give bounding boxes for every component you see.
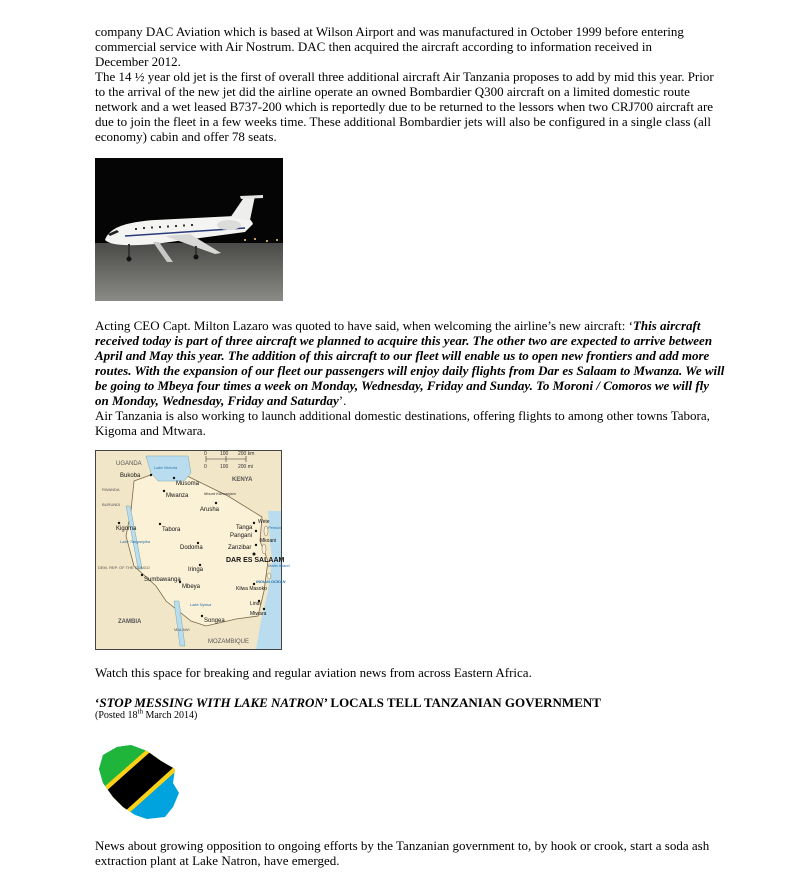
city-label: Lindi (250, 601, 261, 607)
country-label: DEM. REP. OF THE CONGO (98, 565, 150, 570)
city-label: Songea (204, 618, 225, 624)
watch-space-text: Watch this space for breaking and regular aviation news from across Eastern Africa. (95, 665, 532, 680)
scale-label: 100 (220, 464, 229, 470)
article-headline (95, 695, 725, 710)
destinations-paragraph: Air Tanzania is also working to launch additional domestic destinations, offering flights to among other towns Tabora, Kigoma and Mtwara. (95, 408, 710, 438)
posted-suffix: March 2014) (142, 710, 198, 721)
paragraph-line: company DAC Aviation which is based at Wilson Airport and was manufactured in October 1999 before entering (95, 24, 684, 39)
feature-label: Lake Victoria (154, 465, 178, 470)
country-label: ZAMBIA (118, 619, 142, 625)
quote-body: This aircraft received today is part of three aircraft we planned to acquire this year. The other two are expected to arrive between April and May this year. The addition of this aircraft to our fleet will enable us to open new frontiers and add more routes. With the expansion of our fleet our passengers will enjoy daily flights from Dar es Salaam to Mwanza. We will be going to Mbeya four times a week on Monday, Wednesday, Friday and Sunday. To Moroni / Comoros we will fly on Monday, Wednesday, Friday and Saturday (95, 318, 725, 408)
city-label: Tanga (236, 525, 253, 531)
city-label: Mbeya (182, 584, 201, 590)
quote-intro: Acting CEO Capt. Milton Lazaro was quoted to have said, when welcoming the airline’s new aircraft: ‘ (95, 318, 633, 333)
city-label: Wete (258, 519, 270, 525)
feature-label: Mafia Island (268, 563, 290, 568)
city-label: Pangani (230, 533, 253, 539)
feature-label: Pemba (268, 525, 281, 530)
city-label: Mwanza (166, 493, 189, 499)
paragraph-line: commercial service with Air Nostrum. DAC then acquired the aircraft according to information received in (95, 39, 652, 54)
feature-label: Mount Kilimanjaro (204, 491, 237, 496)
feature-label: INDIAN OCEAN (256, 579, 286, 584)
scale-label: 200 km (238, 451, 255, 457)
scale-label: 100 (220, 451, 229, 457)
city-label: Mkoani (260, 538, 277, 544)
city-label: Zanzibar (228, 545, 252, 551)
feature-label: Lake Tanganyika (120, 539, 151, 544)
city-label: Tabora (162, 527, 181, 533)
country-label: RWANDA (102, 487, 120, 492)
headline-open-quote: ‘ (95, 695, 100, 710)
headline-rest: ’ LOCALS TELL TANZANIAN GOVERNMENT (323, 695, 601, 710)
quote-end: ’. (338, 393, 347, 408)
posted-ordinal: th (137, 707, 143, 716)
city-label: Kigoma (116, 526, 137, 532)
country-label: UGANDA (116, 461, 142, 467)
city-label: DAR ES SALAAM (226, 557, 285, 564)
watch-space-note (95, 665, 725, 680)
aircraft-photo (95, 158, 283, 301)
country-label: MALAWI (174, 627, 190, 632)
city-label: Musoma (176, 481, 200, 487)
city-label: Sumbawanga (144, 577, 181, 583)
headline-italic: STOP MESSING WITH LAKE NATRON (99, 695, 324, 710)
city-label: Kilwa Masoko (236, 586, 267, 592)
feature-label: Lake Nyasa (190, 602, 212, 607)
city-label: Arusha (200, 507, 220, 513)
country-label: KENYA (232, 477, 253, 483)
scale-label: 0 (204, 464, 207, 470)
city-label: Bukoba (120, 473, 141, 479)
city-label: Dodoma (180, 545, 203, 551)
paragraph-line: December 2012. (95, 54, 181, 69)
posted-prefix: (Posted 18 (95, 710, 138, 721)
city-label: Mtwara (250, 611, 267, 617)
country-label: BURUNDI (102, 502, 121, 507)
ceo-quote-paragraph (95, 318, 725, 438)
article-paragraph-fleet: The 14 ½ year old jet is the first of overall three additional aircraft Air Tanzania proposes to add by mid this year. Prior to the arrival of the new jet did the airline operate an owned Bombardier Q300 aircraft on a limited domestic route network and a wet leased B737-200 which is reportedly due to be returned to the lessors when two CRJ700 aircraft are due to join the fleet in a few weeks time. These additional Bombardier jets will also be configured in a single class (all economy) cabin and offer 78 seats. (95, 69, 714, 144)
posted-date (95, 707, 725, 722)
tanzania-flag-map-icon (95, 737, 185, 822)
natron-text: News about growing opposition to ongoing efforts by the Tanzanian government to, by hook or crook, start a soda ash extraction plant at Lake Natron, have emerged. (95, 838, 710, 868)
scale-label: 200 mi (238, 464, 254, 470)
article-paragraph-intro (95, 24, 725, 144)
city-label: Iringa (188, 567, 204, 573)
tanzania-map (95, 450, 290, 650)
country-label: MOZAMBIQUE (208, 639, 250, 645)
natron-paragraph (95, 838, 725, 868)
scale-label: 0 (204, 451, 207, 457)
